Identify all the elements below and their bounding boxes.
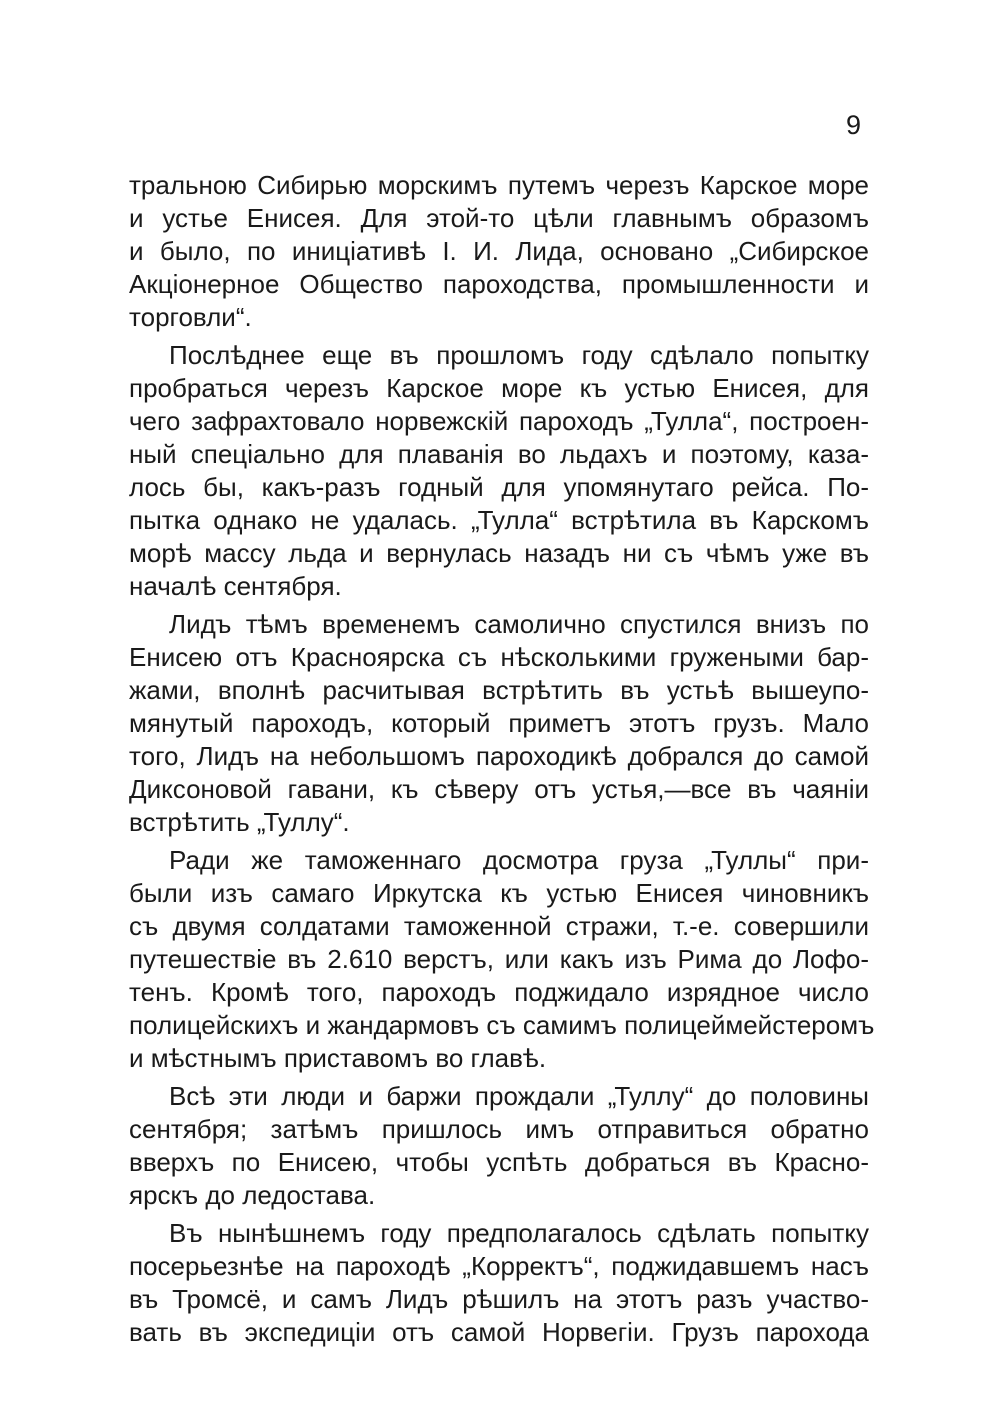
text-line: морѣ массу льда и вернулась назадъ ни съ чѣмъ уже въ bbox=[129, 538, 869, 568]
paragraph bbox=[129, 844, 875, 1075]
text-line: въ Тромсё, и самъ Лидъ рѣшилъ на этотъ разъ участво- bbox=[129, 1284, 869, 1314]
text-line: жами, вполнѣ расчитывая встрѣтить въ устьѣ вышеупо- bbox=[129, 675, 869, 705]
text-line: лось бы, какъ-разъ годный для упомянутаго рейса. По- bbox=[129, 472, 869, 502]
text-line: мянутый пароходъ, который приметъ этотъ грузъ. Мало bbox=[129, 708, 869, 738]
text-line: съ двумя солдатами таможенной стражи, т.-е. совершили bbox=[129, 911, 869, 941]
text-line: Послѣднее еще въ прошломъ году сдѣлало попытку bbox=[169, 340, 869, 370]
text-line: были изъ самаго Иркутска къ устью Енисея чиновникъ bbox=[129, 878, 869, 908]
text-line: полицейскихъ и жандармовъ съ самимъ полицеймейстеромъ bbox=[129, 1010, 875, 1040]
text-line: Диксоновой гавани, къ сѣверу отъ устья,—все въ чаяніи bbox=[129, 774, 869, 804]
text-line: вверхъ по Енисею, чтобы успѣть добраться въ Красно- bbox=[129, 1147, 869, 1177]
text-line: того, Лидъ на небольшомъ пароходикѣ добрался до самой bbox=[129, 741, 869, 771]
paragraph bbox=[129, 339, 869, 603]
text-line: ный спеціально для плаванія во льдахъ и поэтому, каза- bbox=[129, 439, 869, 469]
text-line: путешествіе въ 2.610 верстъ, или какъ изъ Рима до Лофо- bbox=[129, 944, 869, 974]
text-line: и устье Енисея. Для этой-то цѣли главнымъ образомъ bbox=[129, 203, 869, 233]
text-line: посерьезнѣе на пароходѣ „Корректъ“, поджидавшемъ насъ bbox=[129, 1251, 869, 1281]
text-line: Акціонерное Общество пароходства, промышленности и bbox=[129, 269, 869, 299]
text-line: и мѣстнымъ приставомъ во главѣ. bbox=[129, 1043, 547, 1073]
text-line: тральною Сибирью морскимъ путемъ черезъ Карское море bbox=[129, 170, 869, 200]
page-number: 9 bbox=[846, 110, 862, 140]
paragraph bbox=[129, 169, 869, 334]
body-text bbox=[129, 169, 875, 1349]
text-line: сентября; затѣмъ пришлось имъ отправиться обратно bbox=[129, 1114, 869, 1144]
paragraph bbox=[129, 1217, 869, 1349]
text-line: чего зафрахтовало норвежскій пароходъ „Тулла“, построен- bbox=[129, 406, 869, 436]
paragraph bbox=[129, 1080, 869, 1212]
paragraph bbox=[129, 608, 869, 839]
text-line: Лидъ тѣмъ временемъ самолично спустился внизъ по bbox=[169, 609, 869, 639]
text-line: Въ нынѣшнемъ году предполагалось сдѣлать попытку bbox=[169, 1218, 869, 1248]
text-line: пытка однако не удалась. „Тулла“ встрѣтила въ Карскомъ bbox=[129, 505, 869, 535]
text-line: ярскъ до ледостава. bbox=[129, 1180, 376, 1210]
text-line: началѣ сентября. bbox=[129, 571, 342, 601]
text-line: встрѣтить „Туллу“. bbox=[129, 807, 350, 837]
text-line: торговли“. bbox=[129, 302, 252, 332]
text-line: вать въ экспедиціи отъ самой Норвегіи. Грузъ парохода bbox=[129, 1317, 869, 1347]
text-line: пробраться черезъ Карское море къ устью Енисея, для bbox=[129, 373, 869, 403]
text-line: тенъ. Кромѣ того, пароходъ поджидало изрядное число bbox=[129, 977, 869, 1007]
text-line: Ради же таможеннаго досмотра груза „Туллы“ при- bbox=[169, 845, 869, 875]
text-line: Енисею отъ Красноярска съ нѣсколькими гружеными бар- bbox=[129, 642, 869, 672]
text-line: Всѣ эти люди и баржи прождали „Туллу“ до половины bbox=[169, 1081, 869, 1111]
text-line: и было, по иниціативѣ І. И. Лида, основано „Сибирское bbox=[129, 236, 869, 266]
